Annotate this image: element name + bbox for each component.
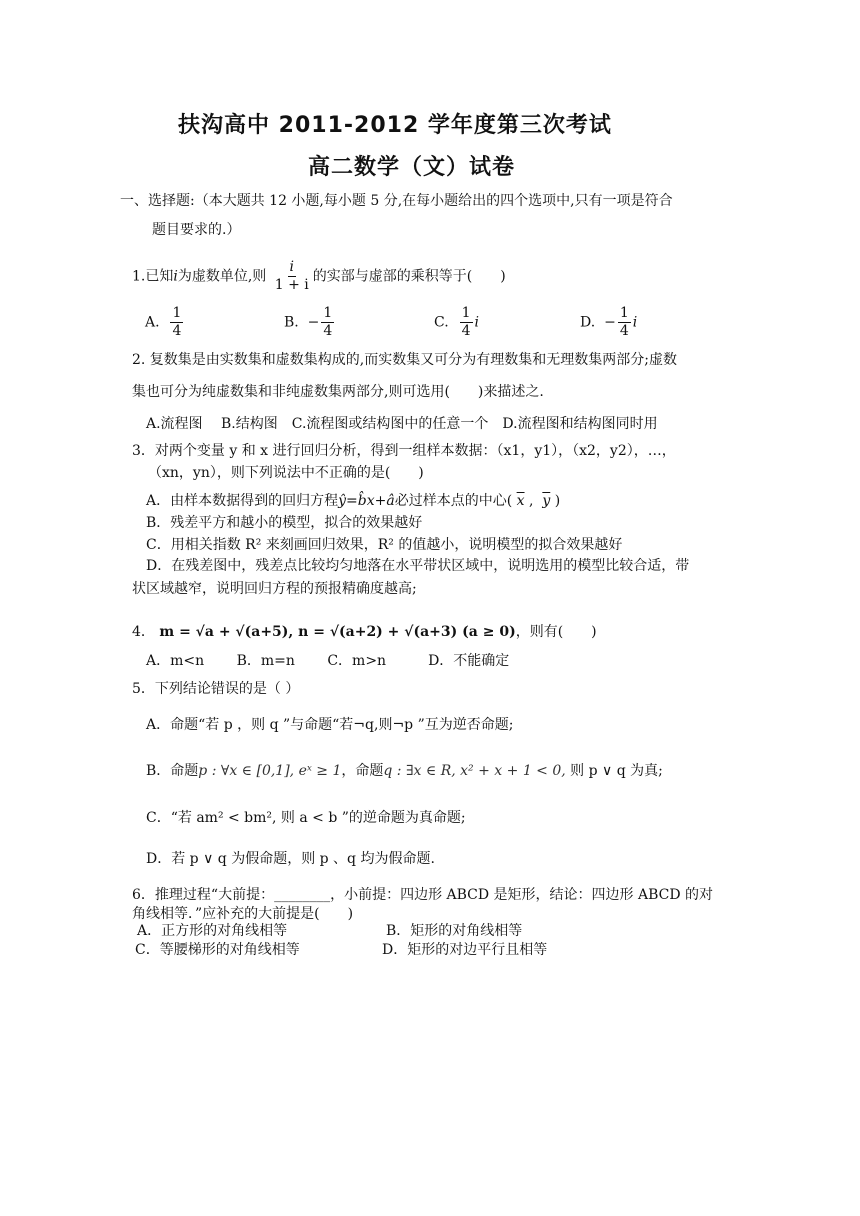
q6-option-c: C．等腰梯形的对角线相等 [135,942,300,958]
question-3-line1: 3．对两个变量 y 和 x 进行回归分析，得到一组样本数据：（x1，y1），（x2，y2），…， [132,443,676,459]
q5-option-b [146,762,663,780]
q1-option-b [284,305,336,340]
q1-option-c-frac: $\frac{1}{4}$ [461,305,471,339]
question-2-line2: 集也可分为纯虚数集和非纯虚数集两部分,则可选用( )来描述之. [132,384,544,400]
q1-option-d [580,305,637,340]
q4-num: 4． [132,624,155,640]
q5-option-b-pre: B．命题 [146,763,199,779]
exam-title: 扶沟高中 2011-2012 学年度第三次考试 [178,113,612,138]
question-6-line2: 角线相等．”应补充的大前提是( ) [132,906,354,922]
q1-fraction [273,259,311,294]
q6-option-b: B．矩形的对角线相等 [386,923,523,939]
q1-var: i [173,268,178,285]
q5-option-c: C．“若 am² < bm², 则 a < b ”的逆命题为真命题; [146,810,466,826]
question-2-options: A.流程图 B.结构图 C.流程图或结构图中的任意一个 D.流程图和结构图同时用 [146,416,658,432]
q3-option-a-post: 必过样本点的中心( [394,493,513,509]
q1-option-d-tail: i [632,314,638,331]
q5-proposition-p: p : ∀x ∈ [0,1], eˣ ≥ 1 [198,763,342,779]
q1-prefix: 1.已知 [132,268,174,285]
exam-subtitle: 高二数学（文）试卷 [308,155,516,180]
section-heading-cont: 题目要求的.） [152,222,241,238]
q3-option-d-line1: D．在残差图中，残差点比较均匀地落在水平带状区域中，说明选用的模型比较合适，带 [146,558,690,574]
q1-option-d-sign: − [604,314,616,331]
q1-option-c [434,305,479,340]
q5-option-d: D．若 p ∨ q 为假命题，则 p 、q 均为假命题. [146,851,435,867]
q1-option-b-sign: − [307,314,320,331]
q1-option-c-label: C. [434,314,449,331]
q1-option-b-label: B. [284,314,299,331]
question-1 [132,259,506,294]
q1-option-d-label: D. [580,314,596,331]
q1-suffix: 的实部与虚部的乘积等于( ) [312,268,506,285]
q6-option-a: A．正方形的对角线相等 [137,923,288,939]
q1-frac-num: i [289,259,294,275]
q1-option-c-tail: i [474,314,479,331]
q3-option-a-pre: A．由样本数据得到的回归方程 [146,493,339,509]
q3-mean-y: $\overline{y}$ [542,493,551,509]
q3-option-b: B．残差平方和越小的模型，拟合的效果越好 [146,515,423,531]
q1-frac-den: 1 + i [274,277,309,293]
question-4-options: A．m<n B．m=n C．m>n D．不能确定 [146,653,510,669]
q5-proposition-q: q : ∃x ∈ R, x² + x + 1 < 0, [383,763,566,779]
q6-option-d: D．矩形的对边平行且相等 [382,942,548,958]
q4-suffix: ，则有( ) [515,624,597,640]
q3-option-a: A．由样本数据得到的回归方程ŷ=b̂x+â必过样本点的中心( $\overline{x}$ , $\overline{y}$ ) [146,493,561,509]
q1-option-a-label: A. [145,314,160,331]
q1-option-d-frac: $\frac{1}{4}$ [619,305,629,339]
question-6-line1: 6．推理过程“大前提：________，小前提：四边形 ABCD 是矩形，结论：四边形 ABCD 的对 [132,887,714,903]
q3-option-c: C．用相关指数 R² 来刻画回归效果，R² 的值越小，说明模型的拟合效果越好 [146,537,623,553]
q5-option-a: A．命题“若 p ，则 q ”与命题“若¬q,则¬p ”互为逆否命题; [146,717,514,733]
q3-regression-equation: ŷ=b̂x+â [338,493,395,509]
q4-expression: m = √a + √(a+5), n = √(a+2) + √(a+3) (a ≥ 0) [159,624,516,640]
question-4 [132,623,597,641]
section-heading: 一、选择题:（本大题共 12 小题,每小题 5 分,在每小题给出的四个选项中,只有一项是符合 [120,193,673,209]
question-3-line2: （xn，yn），则下列说法中不正确的是( ) [148,465,424,481]
question-2-line1: 2. 复数集是由实数集和虚数集构成的,而实数集又可分为有理数集和无理数集两部分;虚数 [132,352,677,368]
q1-option-b-frac: $\frac{1}{4}$ [323,305,333,339]
q1-option-a [145,305,185,340]
q3-option-a-end: ) [554,493,561,509]
q3-option-d-line2: 状区域越窄，说明回归方程的预报精确度越高; [132,581,417,597]
q3-mean-x: $\overline{x}$ [516,493,525,509]
q5-option-b-mid: ，命题 [341,763,384,779]
q1-option-a-frac: $\frac{1}{4}$ [172,305,182,339]
q5-option-b-post: 则 p ∨ q 为真; [570,763,663,779]
question-5-stem: 5．下列结论错误的是（ ） [132,681,300,697]
q1-mid: 为虚数单位,则 [177,268,267,285]
